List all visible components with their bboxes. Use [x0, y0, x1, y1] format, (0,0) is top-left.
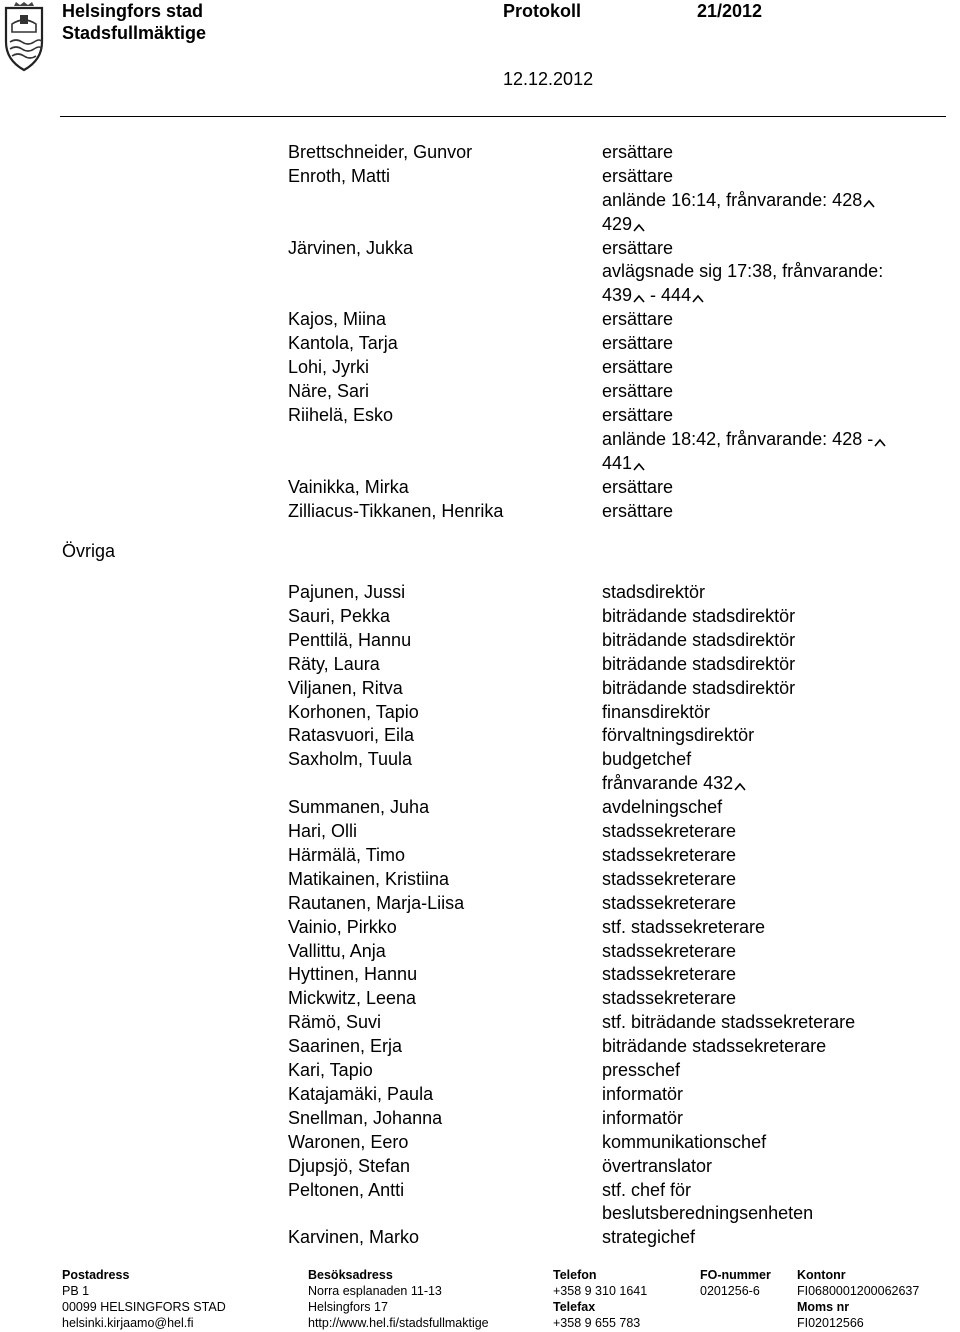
person-role-line [602, 1130, 766, 1154]
person-name: Lohi, Jyrki [288, 357, 370, 378]
person-name: Summanen, Juha [288, 797, 430, 818]
role-text: presschef [602, 1060, 681, 1080]
footer-email: helsinki.kirjaamo@hel.fi [62, 1316, 194, 1330]
person-role-line [602, 355, 673, 379]
person-role-line [602, 676, 795, 700]
person-role-line [602, 843, 736, 867]
person-name: Kajos, Miina [288, 309, 387, 330]
role-text: ersättare [602, 165, 674, 186]
person-name: Brettschneider, Gunvor [288, 142, 473, 162]
person-name: Kari, Tapio [288, 1060, 373, 1080]
role-text: stadssekreterare [602, 892, 737, 913]
role-text: finansdirektör [602, 701, 711, 722]
section-mark-icon [633, 457, 645, 471]
role-text: ersättare [602, 500, 674, 521]
section-mark-icon [692, 289, 704, 303]
person-name: Saxholm, Tuula [288, 749, 413, 770]
footer-telefax: +358 9 655 783 [553, 1316, 641, 1330]
role-text: ersättare [602, 357, 674, 378]
footer-besoksadress-2: Helsingfors 17 [308, 1300, 388, 1314]
person-role-line [602, 939, 736, 963]
role-text: informatör [602, 1107, 684, 1128]
person-name: Katajamäki, Paula [288, 1083, 434, 1104]
role-text: stadssekreterare [602, 844, 737, 865]
person-name: Zilliacus-Tikkanen, Henrika [288, 500, 504, 521]
role-text: biträdande stadsdirektör [602, 629, 796, 650]
role-text: stadsdirektör [602, 582, 706, 602]
role-text: ersättare [602, 404, 674, 425]
person-name: Viljanen, Ritva [288, 677, 403, 698]
person-name: Näre, Sari [288, 381, 370, 401]
person-name: Kantola, Tarja [288, 333, 398, 354]
person-role-line [602, 1058, 680, 1082]
role-text: stadssekreterare [602, 988, 737, 1009]
footer-postadress-1: PB 1 [62, 1284, 90, 1298]
section-mark-icon [734, 777, 746, 791]
role-text: ersättare [602, 142, 674, 162]
council-name: Stadsfullmäktige [62, 23, 207, 43]
person-name: Rämö, Suvi [288, 1012, 382, 1033]
person-role-line [602, 427, 886, 451]
role-text: biträdande stadsdirektör [602, 677, 796, 698]
footer-telefon: +358 9 310 1641 [553, 1284, 648, 1298]
person-role-line [602, 212, 645, 236]
person-name: Riihelä, Esko [288, 404, 394, 425]
person-name: Mickwitz, Leena [288, 988, 417, 1009]
role-text: stadssekreterare [602, 964, 737, 985]
role-text: 441 [602, 452, 633, 473]
role-text: frånvarande 432 [602, 773, 734, 794]
footer-besoksadress-1: Norra esplanaden 11-13 [308, 1284, 442, 1298]
role-text: kommunikationschef [602, 1131, 767, 1152]
role-text: stf. stadssekreterare [602, 916, 766, 937]
footer-telefon-label: Telefon [553, 1268, 597, 1282]
section-mark-icon [874, 433, 886, 447]
person-role-line [602, 1010, 855, 1034]
person-role-line [602, 700, 710, 724]
person-name: Vainikka, Mirka [288, 476, 409, 497]
section-mark-icon [633, 218, 645, 232]
person-role-line [602, 331, 673, 355]
person-name: Enroth, Matti [288, 165, 391, 186]
person-role-line [602, 403, 673, 427]
person-role-line [602, 1154, 712, 1178]
person-role-line [602, 915, 765, 939]
person-name: Härmälä, Timo [288, 844, 406, 865]
role-text: - 444 [645, 285, 692, 306]
person-role-line [602, 771, 746, 795]
person-name: Snellman, Johanna [288, 1107, 443, 1128]
role-text: stf. biträdande stadssekreterare [602, 1012, 856, 1033]
person-name: Järvinen, Jukka [288, 237, 414, 258]
person-role-line [602, 259, 883, 283]
meeting-date: 12.12.2012 [503, 69, 594, 89]
person-name: Peltonen, Antti [288, 1179, 405, 1200]
person-role-line [602, 962, 736, 986]
helsinki-coat-of-arms-logo [2, 2, 46, 74]
person-role-line [602, 1178, 691, 1202]
section-mark-icon [633, 289, 645, 303]
person-role-line [602, 1106, 683, 1130]
person-name: Karvinen, Marko [288, 1227, 420, 1248]
person-role-line [602, 604, 795, 628]
person-role-line [602, 986, 736, 1010]
footer-fo-label: FO-nummer [700, 1268, 771, 1282]
role-text: övertranslator [602, 1155, 713, 1176]
document-type: Protokoll [503, 1, 582, 21]
person-name: Vallittu, Anja [288, 940, 386, 961]
person-role-line [602, 795, 722, 819]
person-name: Rautanen, Marja-Liisa [288, 892, 465, 913]
role-text: biträdande stadsdirektör [602, 653, 796, 674]
role-text: 429 [602, 213, 633, 234]
footer-postadress-label: Postadress [62, 1268, 130, 1282]
org-name: Helsingfors stad [62, 1, 204, 21]
person-role-line [602, 164, 673, 188]
person-role-line [602, 723, 754, 747]
footer-telefax-label: Telefax [553, 1300, 596, 1314]
person-role-line [602, 379, 673, 403]
person-role-line [602, 1034, 826, 1058]
role-text: avdelningschef [602, 797, 723, 818]
footer-fo-number: 0201256-6 [700, 1284, 760, 1298]
footer-website: http://www.hel.fi/stadsfullmaktige [308, 1316, 489, 1330]
role-text: förvaltningsdirektör [602, 725, 755, 746]
person-role-line [602, 499, 673, 523]
person-role-line [602, 1201, 813, 1225]
person-role-line [602, 628, 795, 652]
person-name: Penttilä, Hannu [288, 629, 412, 650]
role-text: ersättare [602, 476, 674, 497]
role-text: anlände 16:14, frånvarande: 428 [602, 189, 863, 210]
role-text: avlägsnade sig 17:38, frånvarande: [602, 261, 884, 282]
role-text: anlände 18:42, frånvarande: 428 - [602, 428, 874, 449]
person-name: Ratasvuori, Eila [288, 725, 415, 746]
footer-moms-label: Moms nr [797, 1300, 850, 1314]
role-text: ersättare [602, 309, 674, 330]
role-text: biträdande stadsdirektör [602, 605, 796, 626]
person-role-line [602, 819, 736, 843]
section-mark-icon [863, 194, 875, 208]
person-role-line [602, 580, 705, 604]
person-role-line [602, 451, 645, 475]
person-name: Waronen, Eero [288, 1131, 409, 1152]
person-role-line [602, 236, 673, 260]
person-name: Vainio, Pirkko [288, 916, 397, 937]
person-role-line [602, 140, 673, 164]
document-number: 21/2012 [697, 1, 763, 21]
person-role-line [602, 1082, 683, 1106]
role-text: ersättare [602, 381, 674, 401]
role-text: strategichef [602, 1227, 696, 1248]
role-text: budgetchef [602, 749, 692, 770]
person-name: Hyttinen, Hannu [288, 964, 418, 985]
person-role-line [602, 283, 704, 307]
person-name: Räty, Laura [288, 653, 380, 674]
footer-besoksadress-label: Besöksadress [308, 1268, 393, 1282]
role-text: biträdande stadssekreterare [602, 1036, 827, 1057]
footer-moms: FI02012566 [797, 1316, 864, 1330]
role-text: stadssekreterare [602, 940, 737, 961]
person-name: Sauri, Pekka [288, 605, 391, 626]
person-name: Pajunen, Jussi [288, 582, 406, 602]
person-role-line [602, 188, 875, 212]
person-name: Matikainen, Kristiina [288, 868, 450, 889]
person-role-line [602, 475, 673, 499]
role-text: stf. chef för [602, 1179, 692, 1200]
person-role-line [602, 867, 736, 891]
role-text: ersättare [602, 333, 674, 354]
role-text: stadssekreterare [602, 868, 737, 889]
section-label-ovriga: Övriga [62, 541, 116, 561]
role-text: 439 [602, 285, 633, 306]
role-text: informatör [602, 1083, 684, 1104]
person-name: Hari, Olli [288, 821, 358, 841]
role-text: stadssekreterare [602, 821, 737, 841]
person-name: Djupsjö, Stefan [288, 1155, 411, 1176]
person-role-line [602, 652, 795, 676]
role-text: beslutsberedningsenheten [602, 1203, 814, 1224]
header-divider [60, 116, 946, 117]
person-name: Korhonen, Tapio [288, 701, 419, 722]
person-name: Saarinen, Erja [288, 1036, 403, 1057]
person-role-line [602, 891, 736, 915]
footer-postadress-2: 00099 HELSINGFORS STAD [62, 1300, 226, 1314]
role-text: ersättare [602, 237, 674, 258]
footer-kontonr: FI0680001200062637 [797, 1284, 920, 1298]
footer-kontonr-label: Kontonr [797, 1268, 846, 1282]
person-role-line [602, 747, 691, 771]
person-role-line [602, 1225, 695, 1249]
person-role-line [602, 307, 673, 331]
